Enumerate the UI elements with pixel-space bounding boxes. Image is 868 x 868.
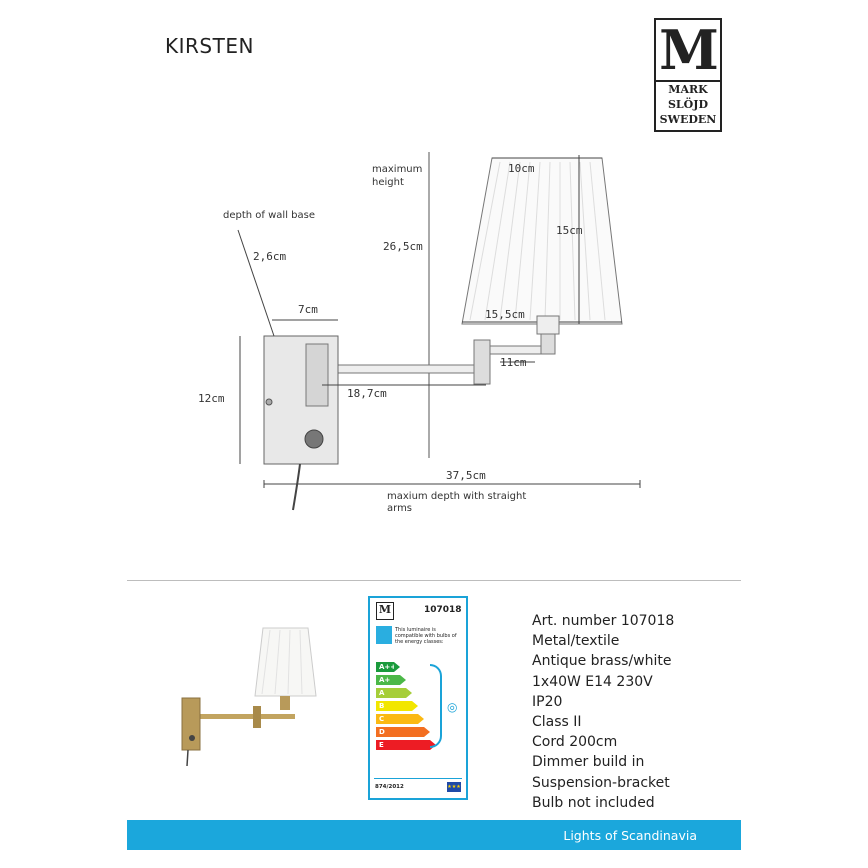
bulb-icon: ◎ (447, 700, 458, 714)
arm-joint (474, 340, 490, 384)
footer-banner (127, 820, 741, 850)
spec-item: Class II (532, 714, 582, 731)
long-arm (320, 365, 490, 373)
base-height-value: 12cm (198, 392, 225, 405)
arm-hinge (306, 344, 328, 406)
brace-icon (430, 664, 442, 748)
energy-label (368, 596, 468, 800)
energy-classes (376, 662, 430, 753)
photo-arm (200, 714, 295, 719)
energy-class-bar: D (376, 727, 424, 737)
short-arm (485, 346, 541, 354)
shade-height-value: 15cm (556, 224, 583, 237)
section-divider (127, 580, 741, 581)
power-cord (293, 464, 300, 510)
lamp-socket (537, 316, 559, 334)
product-title: KIRSTEN (165, 34, 254, 58)
eu-flag-icon: ★★★ (447, 784, 461, 790)
spec-item: Art. number 107018 (532, 613, 675, 629)
energy-class-bar: A+ (376, 675, 400, 685)
photo-socket (280, 696, 290, 710)
energy-article-number: 107018 (424, 605, 462, 615)
energy-class-bar: C (376, 714, 418, 724)
specifications-list (532, 611, 732, 813)
spec-item: Cord 200cm (532, 734, 618, 751)
photo-wall-base (182, 698, 200, 750)
energy-class-bar: B (376, 701, 412, 711)
energy-class-bar: A (376, 688, 406, 698)
logo-letter: M (659, 18, 717, 82)
energy-class-bar: A++ (376, 662, 394, 672)
spec-item: IP20 (532, 693, 563, 710)
spec-item: Dimmer build in (532, 754, 645, 771)
energy-logo: M (376, 602, 394, 620)
spec-item: Suspension-bracket (532, 774, 670, 791)
shade-bottom-value: 15,5cm (485, 308, 525, 321)
energy-class-bar: E (376, 740, 430, 750)
footer-text: Lights of Scandinavia (563, 828, 697, 843)
depth-wall-base-value: 2,6cm (253, 250, 287, 263)
arm-short-value: 11cm (500, 356, 527, 369)
spec-item: Antique brass/white (532, 653, 672, 670)
energy-regulation: 874/2012 (375, 784, 404, 790)
logo-wordmark: MARK SLÖJD SWEDEN (656, 80, 720, 127)
total-depth-label-1: maxium depth with straight (387, 491, 527, 502)
spec-item: Bulb not included (532, 794, 655, 811)
lamp-icon (376, 626, 392, 644)
socket-holder (541, 334, 555, 354)
dimmer-knob (305, 430, 323, 448)
max-height-label-2: height (372, 177, 404, 188)
max-height-label-1: maximum (372, 164, 423, 175)
spec-item: Metal/textile (532, 633, 620, 650)
spec-item: 1x40W E14 230V (532, 673, 653, 690)
photo-shade (255, 628, 316, 696)
total-depth-value: 37,5cm (446, 469, 486, 482)
total-depth-label-2: arms (387, 503, 413, 514)
arm-length-value: 18,7cm (347, 387, 387, 400)
depth-wall-base-label: depth of wall base (223, 210, 315, 221)
base-width-value: 7cm (298, 303, 318, 316)
product-photo (170, 618, 330, 768)
max-height-value: 26,5cm (383, 240, 423, 253)
shade-top-value: 10cm (508, 162, 535, 175)
energy-text: This luminaire is compatible with bulbs of the energy classes: (395, 627, 457, 645)
